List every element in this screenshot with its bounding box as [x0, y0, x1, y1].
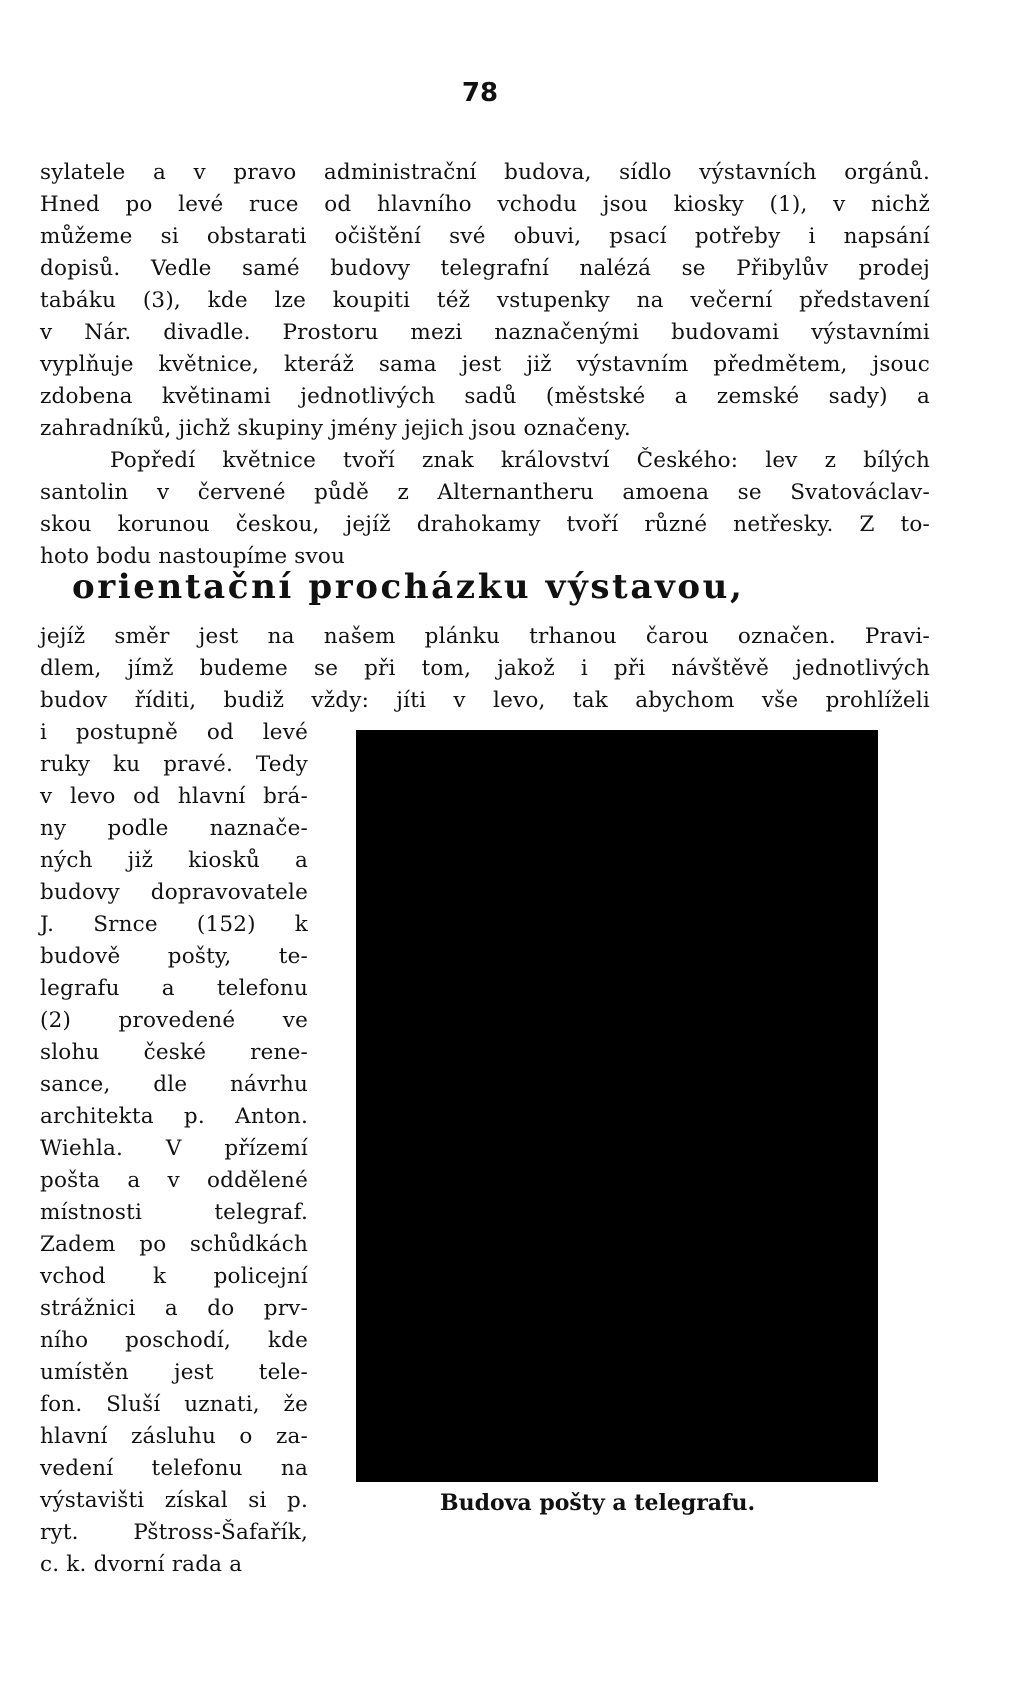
post-office-photo [356, 730, 878, 1482]
text-line: architekta p. Anton. [40, 1104, 308, 1129]
text-line: legrafu a telefonu [40, 976, 308, 1001]
text-line: můžeme si obstarati očištění své obuvi, psací potřeby i napsání [40, 224, 930, 249]
text-line: zdobena květinami jednotlivých sadů (městské a zemské sady) a [40, 384, 930, 409]
text-line: tabáku (3), kde lze koupiti též vstupenky na večerní představení [40, 288, 930, 313]
text-line: slohu české rene- [40, 1040, 308, 1065]
text-line: c. k. dvorní rada a [40, 1552, 243, 1577]
text-line: umístěn jest tele- [40, 1360, 308, 1385]
section-heading: orientační procházku výstavou, [72, 567, 745, 607]
figure-caption: Budova pošty a telegrafu. [440, 1490, 756, 1516]
text-line: ných již kiosků a [40, 848, 308, 873]
text-line: pošta a v oddělené [40, 1168, 308, 1193]
text-line: hlavní zásluhu o za- [40, 1424, 308, 1449]
text-line: v Nár. divadle. Prostoru mezi naznačenými budovami výstavními [40, 320, 930, 345]
text-line: vedení telefonu na [40, 1456, 308, 1481]
text-line: místnosti telegraf. [40, 1200, 308, 1225]
text-line: fon. Sluší uznati, že [40, 1392, 308, 1417]
text-line: zahradníků, jichž skupiny jmény jejich jsou označeny. [40, 416, 631, 441]
text-line: Popředí květnice tvoří znak království Českého: lev z bílých [110, 448, 930, 473]
text-line: strážnici a do prv- [40, 1296, 308, 1321]
text-line: jejíž směr jest na našem plánku trhanou čarou označen. Pravi- [40, 624, 930, 649]
text-line: sylatele a v pravo administrační budova, sídlo výstavních orgánů. [40, 160, 930, 185]
text-line: budovy dopravovatele [40, 880, 308, 905]
text-line: hoto bodu nastoupíme svou [40, 544, 346, 569]
text-line: budově pošty, te- [40, 944, 308, 969]
text-line: Wiehla. V přízemí [40, 1136, 308, 1161]
text-line: vyplňuje květnice, kteráž sama jest již výstavním předmětem, jsouc [40, 352, 930, 377]
text-line: ruky ku pravé. Tedy [40, 752, 308, 777]
text-line: budov říditi, budiž vždy: jíti v levo, tak abychom vše prohlíželi [40, 688, 930, 713]
text-line: santolin v červené půdě z Alternantheru amoena se Svatováclav- [40, 480, 930, 505]
text-line: i postupně od levé [40, 720, 308, 745]
text-line: J. Srnce (152) k [40, 912, 308, 937]
text-line: skou korunou českou, jejíž drahokamy tvoří různé netřesky. Z to- [40, 512, 930, 537]
text-line: dlem, jímž budeme se při tom, jakož i při návštěvě jednotlivých [40, 656, 930, 681]
text-line: dopisů. Vedle samé budovy telegrafní nalézá se Přibylův prodej [40, 256, 930, 281]
text-line: výstavišti získal si p. [40, 1488, 308, 1513]
text-line: vchod k policejní [40, 1264, 308, 1289]
text-line: v levo od hlavní brá- [40, 784, 308, 809]
text-line: sance, dle návrhu [40, 1072, 308, 1097]
page-number: 78 [461, 78, 499, 108]
text-line: Hned po levé ruce od hlavního vchodu jsou kiosky (1), v nichž [40, 192, 930, 217]
text-line: ryt. Pštross-Šafařík, [40, 1520, 308, 1545]
text-line: ního poschodí, kde [40, 1328, 308, 1353]
text-line: Zadem po schůdkách [40, 1232, 308, 1257]
text-line: ny podle naznače- [40, 816, 308, 841]
text-line: (2) provedené ve [40, 1008, 308, 1033]
